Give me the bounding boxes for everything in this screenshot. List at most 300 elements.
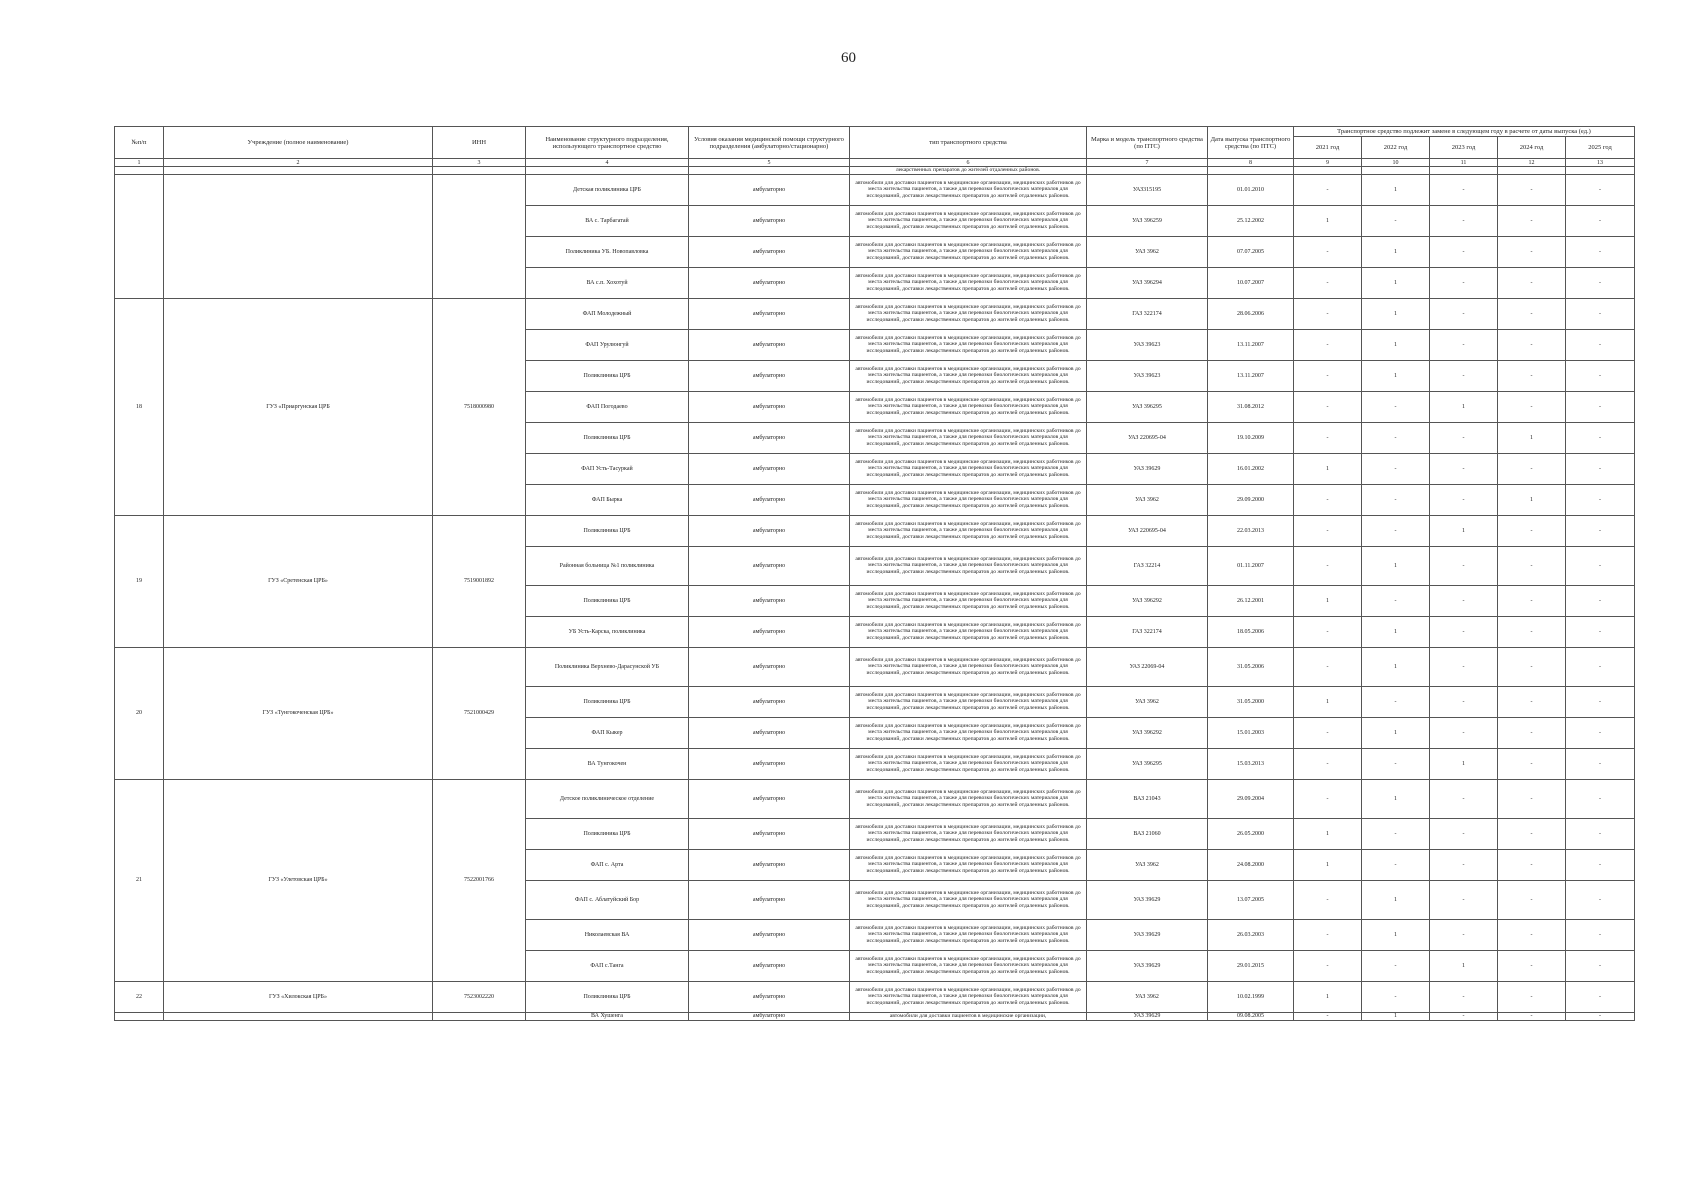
care-conditions: амбулаторно <box>689 422 850 453</box>
empty-cell <box>1362 167 1430 175</box>
replacement-year-value: - <box>1362 950 1430 981</box>
replacement-year-value: - <box>1430 484 1498 515</box>
replacement-year-value: - <box>1294 950 1362 981</box>
column-number: 12 <box>1498 159 1566 167</box>
table-header <box>115 127 1635 167</box>
organization-inn: 7521000429 <box>433 647 526 779</box>
vehicle-brand: ГАЗ 322174 <box>1087 616 1208 647</box>
unit-name: ВА с. Тарбагатай <box>526 205 689 236</box>
release-date: 09.08.2005 <box>1208 1012 1294 1020</box>
vehicle-brand: УАЗ 3962 <box>1087 849 1208 880</box>
vehicle-purpose: автомобили для доставки пациентов в медицинские организации, медицинских работников до места жительства пациентов, а также для перевозки биологических материалов для исследований, доставки лекарственных препаратов до жителей отдаленных районов. <box>850 779 1087 818</box>
replacement-year-value: - <box>1294 329 1362 360</box>
vehicle-purpose-fragment: лекарственных препаратов до жителей отдаленных районов. <box>850 167 1087 175</box>
unit-name: Поликлиника УБ. Новопавловка <box>526 236 689 267</box>
organization-name: ГУЗ «Хилокская ЦРБ» <box>164 981 433 1012</box>
replacement-year-value: 1 <box>1362 779 1430 818</box>
replacement-year-value: - <box>1362 453 1430 484</box>
vehicle-brand: УАЗ 39623 <box>1087 360 1208 391</box>
unit-name: ВА Тунгокочен <box>526 748 689 779</box>
unit-name: Детская поликлиника ЦРБ <box>526 174 689 205</box>
replacement-year-value: - <box>1294 1012 1362 1020</box>
replacement-year-value: 1 <box>1362 236 1430 267</box>
replacement-year-value: - <box>1566 205 1635 236</box>
vehicle-brand: УАЗ 220695-04 <box>1087 422 1208 453</box>
vehicle-brand: УАЗ 396294 <box>1087 267 1208 298</box>
replacement-year-value: - <box>1430 919 1498 950</box>
vehicle-purpose: автомобили для доставки пациентов в медицинские организации, медицинских работников до места жительства пациентов, а также для перевозки биологических материалов для исследований, доставки лекарственных препаратов до жителей отдаленных районов. <box>850 453 1087 484</box>
table-body <box>115 167 1635 1021</box>
care-conditions: амбулаторно <box>689 298 850 329</box>
row-number: 22 <box>115 981 164 1012</box>
replacement-year-value: - <box>1362 981 1430 1012</box>
care-conditions: амбулаторно <box>689 453 850 484</box>
vehicle-purpose: автомобили для доставки пациентов в медицинские организации, медицинских работников до места жительства пациентов, а также для перевозки биологических материалов для исследований, доставки лекарственных препаратов до жителей отдаленных районов. <box>850 515 1087 546</box>
header-organization: Учреждение (полное наименование) <box>164 127 433 159</box>
replacement-year-value: - <box>1430 779 1498 818</box>
replacement-year-value: 1 <box>1294 818 1362 849</box>
replacement-year-value: - <box>1566 717 1635 748</box>
replacement-year-value: 1 <box>1362 174 1430 205</box>
release-date: 13.07.2005 <box>1208 880 1294 919</box>
vehicle-brand: УАЗ 396292 <box>1087 717 1208 748</box>
replacement-year-value: - <box>1566 391 1635 422</box>
replacement-year-value: - <box>1430 880 1498 919</box>
replacement-year-value: - <box>1498 298 1566 329</box>
replacement-year-value: 1 <box>1362 919 1430 950</box>
care-conditions: амбулаторно <box>689 329 850 360</box>
vehicle-brand: ГАЗ 322174 <box>1087 298 1208 329</box>
replacement-year-value: 1 <box>1498 422 1566 453</box>
replacement-year-value: - <box>1430 453 1498 484</box>
table-row <box>115 981 1635 1012</box>
table-row <box>115 298 1635 329</box>
replacement-year-value: - <box>1430 981 1498 1012</box>
replacement-year-value: 1 <box>1362 647 1430 686</box>
organization-inn: 7523002220 <box>433 981 526 1012</box>
care-conditions: амбулаторно <box>689 236 850 267</box>
replacement-year-value: 1 <box>1362 717 1430 748</box>
column-number: 10 <box>1362 159 1430 167</box>
unit-name: Детское поликлиническое отделение <box>526 779 689 818</box>
replacement-year-value: - <box>1430 585 1498 616</box>
replacement-year-value: - <box>1498 717 1566 748</box>
replacement-year-value: - <box>1294 484 1362 515</box>
replacement-year-value: - <box>1430 267 1498 298</box>
care-conditions: амбулаторно <box>689 546 850 585</box>
unit-name: Поликлиника ЦРБ <box>526 585 689 616</box>
release-date: 10.07.2007 <box>1208 267 1294 298</box>
replacement-year-value: 1 <box>1294 686 1362 717</box>
replacement-year-value: - <box>1294 546 1362 585</box>
header-release-date: Дата выпуска транспортного средства (по ПТС) <box>1208 127 1294 159</box>
vehicle-purpose: автомобили для доставки пациентов в медицинские организации, медицинских работников до места жительства пациентов, а также для перевозки биологических материалов для исследований, доставки лекарственных препаратов до жителей отдаленных районов. <box>850 616 1087 647</box>
unit-name: ФАП с. Арта <box>526 849 689 880</box>
replacement-year-value: 1 <box>1294 849 1362 880</box>
vehicle-brand: ВАЗ 21060 <box>1087 818 1208 849</box>
care-conditions: амбулаторно <box>689 205 850 236</box>
replacement-year-value: - <box>1498 1012 1566 1020</box>
replacement-year-value: - <box>1498 515 1566 546</box>
replacement-year-value: 1 <box>1294 981 1362 1012</box>
table-row <box>115 779 1635 818</box>
replacement-year-value: - <box>1362 391 1430 422</box>
replacement-year-value: - <box>1566 174 1635 205</box>
replacement-year-value: - <box>1566 422 1635 453</box>
care-conditions: амбулаторно <box>689 779 850 818</box>
replacement-year-value: - <box>1430 616 1498 647</box>
empty-cell <box>689 167 850 175</box>
replacement-year-value: 1 <box>1362 329 1430 360</box>
vehicle-purpose: автомобили для доставки пациентов в медицинские организации, медицинских работников до места жительства пациентов, а также для перевозки биологических материалов для исследований, доставки лекарственных препаратов до жителей отдаленных районов. <box>850 717 1087 748</box>
unit-name: Поликлиника ЦРБ <box>526 422 689 453</box>
unit-name: ФАП с. Аблатуйский Бор <box>526 880 689 919</box>
replacement-year-value: - <box>1498 329 1566 360</box>
organization-inn: 7522001766 <box>433 779 526 981</box>
column-number: 13 <box>1566 159 1635 167</box>
replacement-year-value: - <box>1430 686 1498 717</box>
replacement-year-value: 1 <box>1430 515 1498 546</box>
vehicle-purpose: автомобили для доставки пациентов в медицинские организации, медицинских работников до места жительства пациентов, а также для перевозки биологических материалов для исследований, доставки лекарственных препаратов до жителей отдаленных районов. <box>850 748 1087 779</box>
vehicle-purpose: автомобили для доставки пациентов в медицинские организации, медицинских работников до места жительства пациентов, а также для перевозки биологических материалов для исследований, доставки лекарственных препаратов до жителей отдаленных районов. <box>850 919 1087 950</box>
unit-name: Николаевская ВА <box>526 919 689 950</box>
care-conditions: амбулаторно <box>689 849 850 880</box>
replacement-year-value: - <box>1430 360 1498 391</box>
replacement-year-value: - <box>1498 267 1566 298</box>
replacement-year-value: - <box>1430 1012 1498 1020</box>
vehicle-purpose: автомобили для доставки пациентов в медицинские организации, медицинских работников до места жительства пациентов, а также для перевозки биологических материалов для исследований, доставки лекарственных препаратов до жителей отдаленных районов. <box>850 484 1087 515</box>
replacement-year-value: 1 <box>1362 546 1430 585</box>
header-year-2025: 2025 год <box>1566 137 1635 159</box>
replacement-year-value: - <box>1294 236 1362 267</box>
replacement-year-value: - <box>1498 981 1566 1012</box>
replacement-year-value: - <box>1430 205 1498 236</box>
column-number: 5 <box>689 159 850 167</box>
column-number: 6 <box>850 159 1087 167</box>
release-date: 31.08.2012 <box>1208 391 1294 422</box>
release-date: 28.06.2006 <box>1208 298 1294 329</box>
replacement-year-value: - <box>1294 717 1362 748</box>
release-date: 13.11.2007 <box>1208 360 1294 391</box>
replacement-year-value: - <box>1566 647 1635 686</box>
column-number: 7 <box>1087 159 1208 167</box>
replacement-year-value: - <box>1566 585 1635 616</box>
vehicle-purpose: автомобили для доставки пациентов в медицинские организации, медицинских работников до места жительства пациентов, а также для перевозки биологических материалов для исследований, доставки лекарственных препаратов до жителей отдаленных районов. <box>850 849 1087 880</box>
replacement-year-value: - <box>1362 585 1430 616</box>
vehicle-brand: УАЗ 3962 <box>1087 236 1208 267</box>
column-number: 11 <box>1430 159 1498 167</box>
release-date: 15.01.2003 <box>1208 717 1294 748</box>
replacement-year-value: - <box>1566 748 1635 779</box>
replacement-year-value: - <box>1566 981 1635 1012</box>
header-replacement-group: Транспортное средство подлежит замене в следующем году в расчете от даты выпуска (ед.) <box>1294 127 1635 137</box>
replacement-year-value: 1 <box>1362 1012 1430 1020</box>
replacement-year-value: - <box>1294 919 1362 950</box>
vehicle-purpose: автомобили для доставки пациентов в медицинские организации, медицинских работников до места жительства пациентов, а также для перевозки биологических материалов для исследований, доставки лекарственных препаратов до жителей отдаленных районов. <box>850 818 1087 849</box>
care-conditions: амбулаторно <box>689 515 850 546</box>
replacement-year-value: - <box>1294 267 1362 298</box>
replacement-year-value: - <box>1498 616 1566 647</box>
vehicle-purpose: автомобили для доставки пациентов в медицинские организации, <box>850 1012 1087 1020</box>
care-conditions: амбулаторно <box>689 391 850 422</box>
table-row <box>115 1012 1635 1020</box>
replacement-year-value: 1 <box>1430 950 1498 981</box>
table-row <box>115 647 1635 686</box>
care-conditions: амбулаторно <box>689 1012 850 1020</box>
care-conditions: амбулаторно <box>689 717 850 748</box>
empty-cell <box>115 1012 164 1020</box>
replacement-year-value: - <box>1498 919 1566 950</box>
organization-name: ГУЗ «Сретенская ЦРБ» <box>164 515 433 647</box>
replacement-year-value: - <box>1566 329 1635 360</box>
care-conditions: амбулаторно <box>689 647 850 686</box>
replacement-year-value: - <box>1430 174 1498 205</box>
replacement-year-value: - <box>1566 236 1635 267</box>
care-conditions: амбулаторно <box>689 360 850 391</box>
release-date: 13.11.2007 <box>1208 329 1294 360</box>
vehicle-brand: УАЗ 39623 <box>1087 329 1208 360</box>
organization-name <box>164 174 433 298</box>
replacement-year-value: 1 <box>1430 391 1498 422</box>
organization-name: ГУЗ «Приаргунская ЦРБ <box>164 298 433 515</box>
column-number: 3 <box>433 159 526 167</box>
header-vehicle-type: тип транспортного средства <box>850 127 1087 159</box>
unit-name: ВА Хушенга <box>526 1012 689 1020</box>
replacement-year-value: - <box>1498 818 1566 849</box>
empty-cell <box>433 167 526 175</box>
care-conditions: амбулаторно <box>689 981 850 1012</box>
vehicle-brand: УАЗ 3962 <box>1087 686 1208 717</box>
vehicle-brand: УАЗ 39629 <box>1087 950 1208 981</box>
empty-cell <box>164 167 433 175</box>
replacement-year-value: - <box>1566 686 1635 717</box>
unit-name: ФАП Усть-Тасуркай <box>526 453 689 484</box>
replacement-year-value: - <box>1294 779 1362 818</box>
replacement-year-value: - <box>1498 950 1566 981</box>
unit-name: Поликлиника ЦРБ <box>526 981 689 1012</box>
replacement-year-value: - <box>1362 686 1430 717</box>
table-row <box>115 167 1635 175</box>
replacement-year-value: - <box>1498 647 1566 686</box>
replacement-year-value: - <box>1430 717 1498 748</box>
unit-name: Поликлиника Верхнево-Дарасунской УБ <box>526 647 689 686</box>
replacement-year-value: - <box>1566 849 1635 880</box>
replacement-year-value: - <box>1294 360 1362 391</box>
unit-name: ФАП Молодежный <box>526 298 689 329</box>
vehicle-brand: УАЗ 39629 <box>1087 880 1208 919</box>
replacement-year-value: 1 <box>1294 585 1362 616</box>
vehicle-brand: УАЗ 3962 <box>1087 484 1208 515</box>
replacement-year-value: - <box>1430 546 1498 585</box>
empty-cell <box>526 167 689 175</box>
column-numbers-row <box>115 159 1635 167</box>
empty-cell <box>1208 167 1294 175</box>
empty-cell <box>1294 167 1362 175</box>
replacement-year-value: - <box>1294 174 1362 205</box>
release-date: 24.08.2000 <box>1208 849 1294 880</box>
vehicle-brand: УАЗ 3962 <box>1087 981 1208 1012</box>
vehicle-purpose: автомобили для доставки пациентов в медицинские организации, медицинских работников до места жительства пациентов, а также для перевозки биологических материалов для исследований, доставки лекарственных препаратов до жителей отдаленных районов. <box>850 585 1087 616</box>
care-conditions: амбулаторно <box>689 267 850 298</box>
unit-name: Поликлиника ЦРБ <box>526 818 689 849</box>
column-number: 2 <box>164 159 433 167</box>
replacement-year-value: - <box>1566 779 1635 818</box>
replacement-year-value: - <box>1362 205 1430 236</box>
vehicle-purpose: автомобили для доставки пациентов в медицинские организации, медицинских работников до места жительства пациентов, а также для перевозки биологических материалов для исследований, доставки лекарственных препаратов до жителей отдаленных районов. <box>850 647 1087 686</box>
release-date: 26.05.2000 <box>1208 818 1294 849</box>
unit-name: Поликлиника ЦРБ <box>526 515 689 546</box>
header-year-2022: 2022 год <box>1362 137 1430 159</box>
release-date: 19.10.2009 <box>1208 422 1294 453</box>
vehicle-brand: ВАЗ 21043 <box>1087 779 1208 818</box>
replacement-year-value: 1 <box>1294 453 1362 484</box>
replacement-year-value: - <box>1498 391 1566 422</box>
care-conditions: амбулаторно <box>689 818 850 849</box>
unit-name: ВА с.п. Хохотуй <box>526 267 689 298</box>
vehicle-brand: УАЗ 39629 <box>1087 453 1208 484</box>
release-date: 07.07.2005 <box>1208 236 1294 267</box>
replacement-year-value: - <box>1294 391 1362 422</box>
header-conditions: Условия оказания медицинской помощи структурного подразделения (амбулаторно/стационарно) <box>689 127 850 159</box>
replacement-year-value: - <box>1294 748 1362 779</box>
replacement-year-value: - <box>1498 546 1566 585</box>
replacement-year-value: - <box>1498 686 1566 717</box>
vehicle-brand: УАЗ 396295 <box>1087 748 1208 779</box>
header-number: №п/п <box>115 127 164 159</box>
row-number: 21 <box>115 779 164 981</box>
header-year-2023: 2023 год <box>1430 137 1498 159</box>
header-year-2024: 2024 год <box>1498 137 1566 159</box>
unit-name: УБ Усть-Карска, поликлиника <box>526 616 689 647</box>
replacement-year-value: - <box>1566 515 1635 546</box>
replacement-year-value: - <box>1362 515 1430 546</box>
replacement-year-value: - <box>1294 880 1362 919</box>
replacement-year-value: - <box>1430 849 1498 880</box>
release-date: 29.09.2004 <box>1208 779 1294 818</box>
replacement-year-value: - <box>1430 329 1498 360</box>
organization-inn: 7519001892 <box>433 515 526 647</box>
release-date: 29.01.2015 <box>1208 950 1294 981</box>
row-number <box>115 174 164 298</box>
vehicle-purpose: автомобили для доставки пациентов в медицинские организации, медицинских работников до места жительства пациентов, а также для перевозки биологических материалов для исследований, доставки лекарственных препаратов до жителей отдаленных районов. <box>850 360 1087 391</box>
release-date: 26.12.2001 <box>1208 585 1294 616</box>
replacement-year-value: - <box>1566 616 1635 647</box>
vehicle-brand: УАЗ 396292 <box>1087 585 1208 616</box>
replacement-year-value: - <box>1430 818 1498 849</box>
replacement-year-value: - <box>1498 174 1566 205</box>
replacement-year-value: - <box>1566 267 1635 298</box>
replacement-year-value: - <box>1566 298 1635 329</box>
table-row <box>115 515 1635 546</box>
header-year-2021: 2021 год <box>1294 137 1362 159</box>
replacement-year-value: - <box>1566 484 1635 515</box>
release-date: 01.11.2007 <box>1208 546 1294 585</box>
replacement-year-value: - <box>1498 236 1566 267</box>
replacement-year-value: - <box>1566 453 1635 484</box>
unit-name: ФАП Кыкер <box>526 717 689 748</box>
column-number: 1 <box>115 159 164 167</box>
vehicle-purpose: автомобили для доставки пациентов в медицинские организации, медицинских работников до места жительства пациентов, а также для перевозки биологических материалов для исследований, доставки лекарственных препаратов до жителей отдаленных районов. <box>850 329 1087 360</box>
vehicle-brand: УАЗ 220695-04 <box>1087 515 1208 546</box>
release-date: 22.03.2013 <box>1208 515 1294 546</box>
vehicle-purpose: автомобили для доставки пациентов в медицинские организации, медицинских работников до места жительства пациентов, а также для перевозки биологических материалов для исследований, доставки лекарственных препаратов до жителей отдаленных районов. <box>850 950 1087 981</box>
vehicle-brand: УАЗ315195 <box>1087 174 1208 205</box>
release-date: 01.01.2010 <box>1208 174 1294 205</box>
care-conditions: амбулаторно <box>689 950 850 981</box>
replacement-year-value: 1 <box>1362 298 1430 329</box>
row-number: 18 <box>115 298 164 515</box>
replacement-year-value: - <box>1498 849 1566 880</box>
vehicle-purpose: автомобили для доставки пациентов в медицинские организации, медицинских работников до места жительства пациентов, а также для перевозки биологических материалов для исследований, доставки лекарственных препаратов до жителей отдаленных районов. <box>850 174 1087 205</box>
vehicle-purpose: автомобили для доставки пациентов в медицинские организации, медицинских работников до места жительства пациентов, а также для перевозки биологических материалов для исследований, доставки лекарственных препаратов до жителей отдаленных районов. <box>850 422 1087 453</box>
release-date: 25.12.2002 <box>1208 205 1294 236</box>
empty-cell <box>1566 167 1635 175</box>
vehicle-brand: УАЗ 396259 <box>1087 205 1208 236</box>
organization-name: ГУЗ «Тунгокоченская ЦРБ» <box>164 647 433 779</box>
care-conditions: амбулаторно <box>689 616 850 647</box>
vehicle-purpose: автомобили для доставки пациентов в медицинские организации, медицинских работников до места жительства пациентов, а также для перевозки биологических материалов для исследований, доставки лекарственных препаратов до жителей отдаленных районов. <box>850 205 1087 236</box>
care-conditions: амбулаторно <box>689 484 850 515</box>
replacement-year-value: - <box>1566 546 1635 585</box>
empty-cell <box>1498 167 1566 175</box>
replacement-year-value: - <box>1498 748 1566 779</box>
release-date: 31.05.2000 <box>1208 686 1294 717</box>
care-conditions: амбулаторно <box>689 174 850 205</box>
replacement-year-value: - <box>1362 422 1430 453</box>
vehicle-purpose: автомобили для доставки пациентов в медицинские организации, медицинских работников до места жительства пациентов, а также для перевозки биологических материалов для исследований, доставки лекарственных препаратов до жителей отдаленных районов. <box>850 981 1087 1012</box>
replacement-year-value: - <box>1498 585 1566 616</box>
column-number: 9 <box>1294 159 1362 167</box>
vehicle-purpose: автомобили для доставки пациентов в медицинские организации, медицинских работников до места жительства пациентов, а также для перевозки биологических материалов для исследований, доставки лекарственных препаратов до жителей отдаленных районов. <box>850 236 1087 267</box>
header-inn: ИНН <box>433 127 526 159</box>
replacement-year-value: - <box>1294 422 1362 453</box>
replacement-year-value: - <box>1430 647 1498 686</box>
replacement-year-value: - <box>1498 453 1566 484</box>
vehicle-purpose: автомобили для доставки пациентов в медицинские организации, медицинских работников до места жительства пациентов, а также для перевозки биологических материалов для исследований, доставки лекарственных препаратов до жителей отдаленных районов. <box>850 298 1087 329</box>
replacement-year-value: - <box>1498 360 1566 391</box>
empty-cell <box>115 167 164 175</box>
replacement-year-value: - <box>1498 779 1566 818</box>
replacement-year-value: - <box>1566 950 1635 981</box>
replacement-year-value: - <box>1362 849 1430 880</box>
replacement-year-value: - <box>1430 298 1498 329</box>
table-row <box>115 174 1635 205</box>
replacement-year-value: 1 <box>1430 748 1498 779</box>
replacement-year-value: 1 <box>1362 616 1430 647</box>
replacement-year-value: - <box>1430 422 1498 453</box>
vehicle-purpose: автомобили для доставки пациентов в медицинские организации, медицинских работников до места жительства пациентов, а также для перевозки биологических материалов для исследований, доставки лекарственных препаратов до жителей отдаленных районов. <box>850 686 1087 717</box>
vehicle-brand: ГАЗ 32214 <box>1087 546 1208 585</box>
replacement-year-value: - <box>1362 484 1430 515</box>
vehicle-brand: УАЗ 39629 <box>1087 1012 1208 1020</box>
header-brand: Марка и модель транспортного средства (по ПТС) <box>1087 127 1208 159</box>
replacement-year-value: 1 <box>1498 484 1566 515</box>
replacement-year-value: - <box>1294 298 1362 329</box>
replacement-year-value: - <box>1498 205 1566 236</box>
care-conditions: амбулаторно <box>689 686 850 717</box>
column-number: 4 <box>526 159 689 167</box>
vehicle-purpose: автомобили для доставки пациентов в медицинские организации, медицинских работников до места жительства пациентов, а также для перевозки биологических материалов для исследований, доставки лекарственных препаратов до жителей отдаленных районов. <box>850 267 1087 298</box>
vehicle-purpose: автомобили для доставки пациентов в медицинские организации, медицинских работников до места жительства пациентов, а также для перевозки биологических материалов для исследований, доставки лекарственных препаратов до жителей отдаленных районов. <box>850 546 1087 585</box>
release-date: 16.01.2002 <box>1208 453 1294 484</box>
vehicle-purpose: автомобили для доставки пациентов в медицинские организации, медицинских работников до места жительства пациентов, а также для перевозки биологических материалов для исследований, доставки лекарственных препаратов до жителей отдаленных районов. <box>850 880 1087 919</box>
replacement-year-value: 1 <box>1294 205 1362 236</box>
empty-cell <box>164 1012 433 1020</box>
replacement-year-value: - <box>1294 515 1362 546</box>
empty-cell <box>433 1012 526 1020</box>
empty-cell <box>1430 167 1498 175</box>
row-number: 19 <box>115 515 164 647</box>
